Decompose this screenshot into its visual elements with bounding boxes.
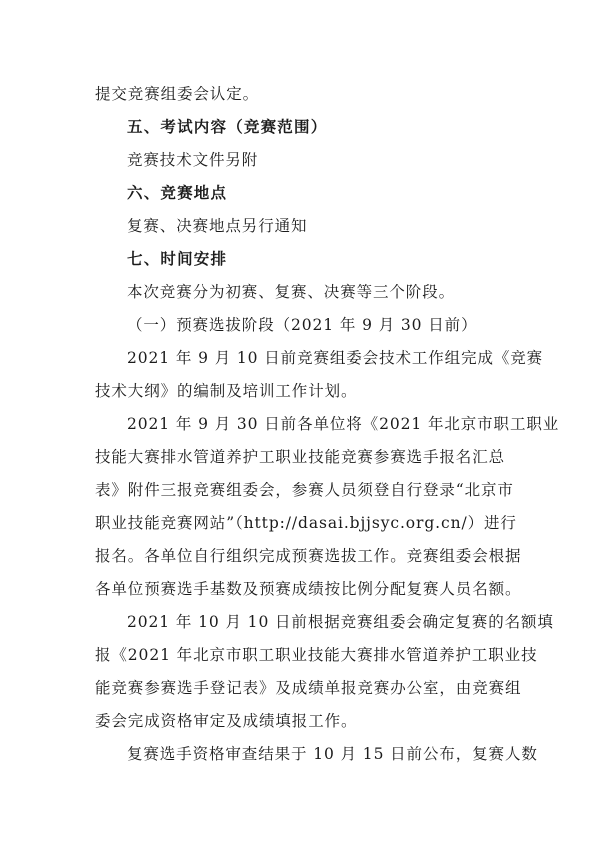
section-heading: 五、考试内容（竞赛范围） [127,117,328,136]
section-heading: 七、时间安排 [127,249,228,268]
subsection-heading: （一）预赛选拔阶段（2021 年 9 月 30 日前） [127,316,478,334]
text-line: 技术大纲》的编制及培训工作计划。 [95,382,358,400]
text-line: 本次竞赛分为初赛、复赛、决赛等三个阶段。 [127,283,456,301]
section-heading: 六、竞赛地点 [127,183,228,202]
text-line: 报名。各单位自行组织完成预赛选拔工作。竞赛组委会根据 [95,547,522,565]
text-line: 2021 年 9 月 30 日前各单位将《2021 年北京市职工职业 [127,415,560,433]
text-line: 能竞赛参赛选手登记表》及成绩单报竞赛办公室，由竞赛组 [95,679,522,697]
text-line: 复赛、决赛地点另行通知 [127,217,308,235]
text-line: 各单位预赛选手基数及预赛成绩按比例分配复赛人员名额。 [95,580,522,598]
text-line: 提交竞赛组委会认定。 [95,85,260,103]
text-line: 委会完成资格审定及成绩填报工作。 [95,712,358,730]
text-line: 竞赛技术文件另附 [127,151,259,169]
text-line: 报《2021 年北京市职工职业技能大赛排水管道养护工职业技 [95,646,538,664]
text-line: 2021 年 10 月 10 日前根据竞赛组委会确定复赛的名额填 [127,613,554,631]
text-line: 表》附件三报竞赛组委会，参赛人员须登自行登录“北京市 [95,481,514,499]
text-line: 职业技能竞赛网站”（http://dasai.bjjsyc.org.cn/）进行 [95,514,517,532]
text-line: 2021 年 9 月 10 日前竞赛组委会技术工作组完成《竞赛 [127,349,544,367]
text-line: 技能大赛排水管道养护工职业技能竞赛参赛选手报名汇总 [95,448,506,466]
text-line: 复赛选手资格审查结果于 10 月 15 日前公布，复赛人数 [127,745,538,763]
